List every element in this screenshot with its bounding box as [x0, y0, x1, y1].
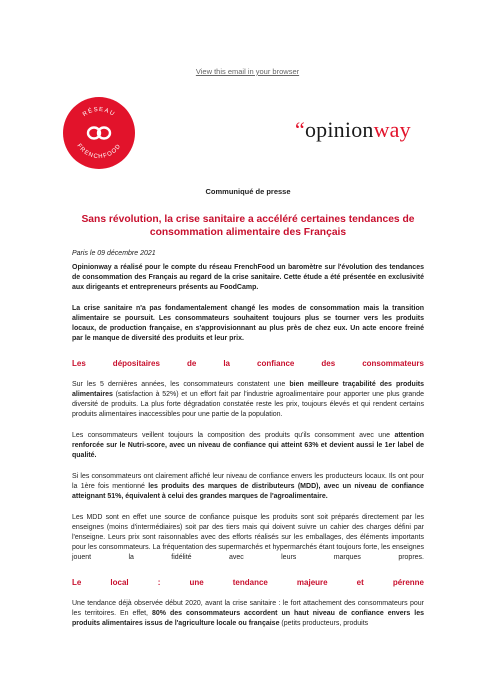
infinity-icon: [88, 128, 110, 139]
frenchfood-logo-mark: [63, 97, 135, 169]
intro-paragraph-2: [72, 304, 424, 344]
intro-p1-text: Opinionway a réalisé pour le compte du réseau FrenchFood un baromètre sur l'évolution des tendances de consommation des Français au regard de la crise sanitaire. Cette étude a été présentée en exclusivité aux dirigeants et entrepreneurs présents au FoodCamp.: [72, 264, 424, 291]
section1-paragraph-3: [72, 472, 424, 502]
section1-paragraph-1: [72, 380, 424, 420]
svg-text:FRENCHFOOD: [75, 143, 122, 160]
view-in-browser-link[interactable]: View this email in your browser: [195, 67, 300, 76]
s2p1-text-b: 80% des consommateurs accordent un haut niveau de confiance envers les produits alimentaires issus de l'agriculture locale ou française: [72, 610, 424, 627]
intro-paragraph-1: [72, 263, 424, 293]
section-title-confiance: Les dépositaires de la confiance des consommateurs: [72, 359, 424, 368]
opinionway-text: opinion: [304, 117, 374, 142]
frenchfood-bottom-text: FRENCHFOOD: [75, 143, 123, 161]
s1p1-text-a: Sur les 5 dernières années, les consommateurs constatent une: [72, 381, 290, 388]
svg-text:RÉSEAU: [82, 107, 116, 118]
page-title: Sans révolution, la crise sanitaire a accéléré certaines tendances de consommation alimentaire des Français: [81, 214, 415, 238]
email-content: [72, 187, 424, 640]
press-label: Communiqué de presse: [205, 187, 291, 196]
s1p1-text-c: (satisfaction à 52%) et un effort fait par l'industrie agroalimentaire pour apporter une plus grande diversité de produits. La plus forte dégradation constatée reste les prix, toujours élevés et qui rendent certains produits alimentaires inaccessibles pour une partie de la population.: [72, 391, 424, 418]
frenchfood-logo: [63, 97, 135, 169]
date-line: Paris le 09 décembre 2021: [72, 250, 156, 257]
section1-paragraph-4: Les MDD sont en effet une source de confiance puisque les produits sont soit préparés directement par les enseignes (moins d'intermédiaires) soit par des tiers mais qui doivent suivre un cahier des charges défini par l'enseigne. Leurs prix sont raisonnables avec des efforts réalisés sur les emballages, des éléments importants pour les consommateurs. La fréquentation des supermarchés et hypermarchés étant toujours forte, les enseignes jouent la fidélité avec leurs marques propres.: [72, 514, 424, 561]
top-bar: [0, 0, 495, 14]
s1p1-text-b: bien meilleure traçabilité des produits alimentaires: [72, 381, 424, 398]
s1p2-text-b: attention renforcée sur le Nutri-score, avec un niveau de confiance qui atteint 63% et devient aussi le 1er label de qualité.: [72, 432, 424, 459]
s1p2-text-a: Les consommateurs veillent toujours la composition des produits qu'ils consomment avec une: [72, 432, 395, 439]
section1-paragraph-2: [72, 431, 424, 461]
s2p1-text-a: Une tendance déjà observée début 2020, avant la crise sanitaire : le fort attachement des consommateurs pour les territoires. En effet,: [72, 600, 424, 617]
s2p1-text-c: (petits producteurs, produits: [279, 620, 369, 627]
section-title-local: Le local : une tendance majeure et pérenne: [72, 578, 424, 587]
s1p3-text-b: les produits des marques de distributeurs (MDD), avec un niveau de confiance atteignant 51%, équivalent à celui des grandes marques de l'agroalimentaire.: [72, 483, 424, 500]
opinionway-logo: [295, 117, 411, 143]
s1p3-text-a: Si les consommateurs ont clairement affiché leur niveau de confiance envers les producteurs locaux. Ils ont pour la 1ère fois mentionné: [72, 473, 424, 490]
section2-paragraph-1: [72, 599, 424, 629]
intro-p2-text: La crise sanitaire n'a pas fondamentalement changé les modes de consommation mais la transition alimentaire se poursuit. Les consommateurs souhaitent toujours plus se tourner vers les produits locaux, de production française, en s'approvisionnant au plus près de chez eux. Un acte encore freiné par le manque de diversité des produits et leur prix.: [72, 305, 424, 342]
frenchfood-top-text: RÉSEAU: [82, 106, 116, 119]
opinionway-accent-text: way: [373, 117, 411, 142]
opinionway-quote: “: [295, 117, 305, 142]
